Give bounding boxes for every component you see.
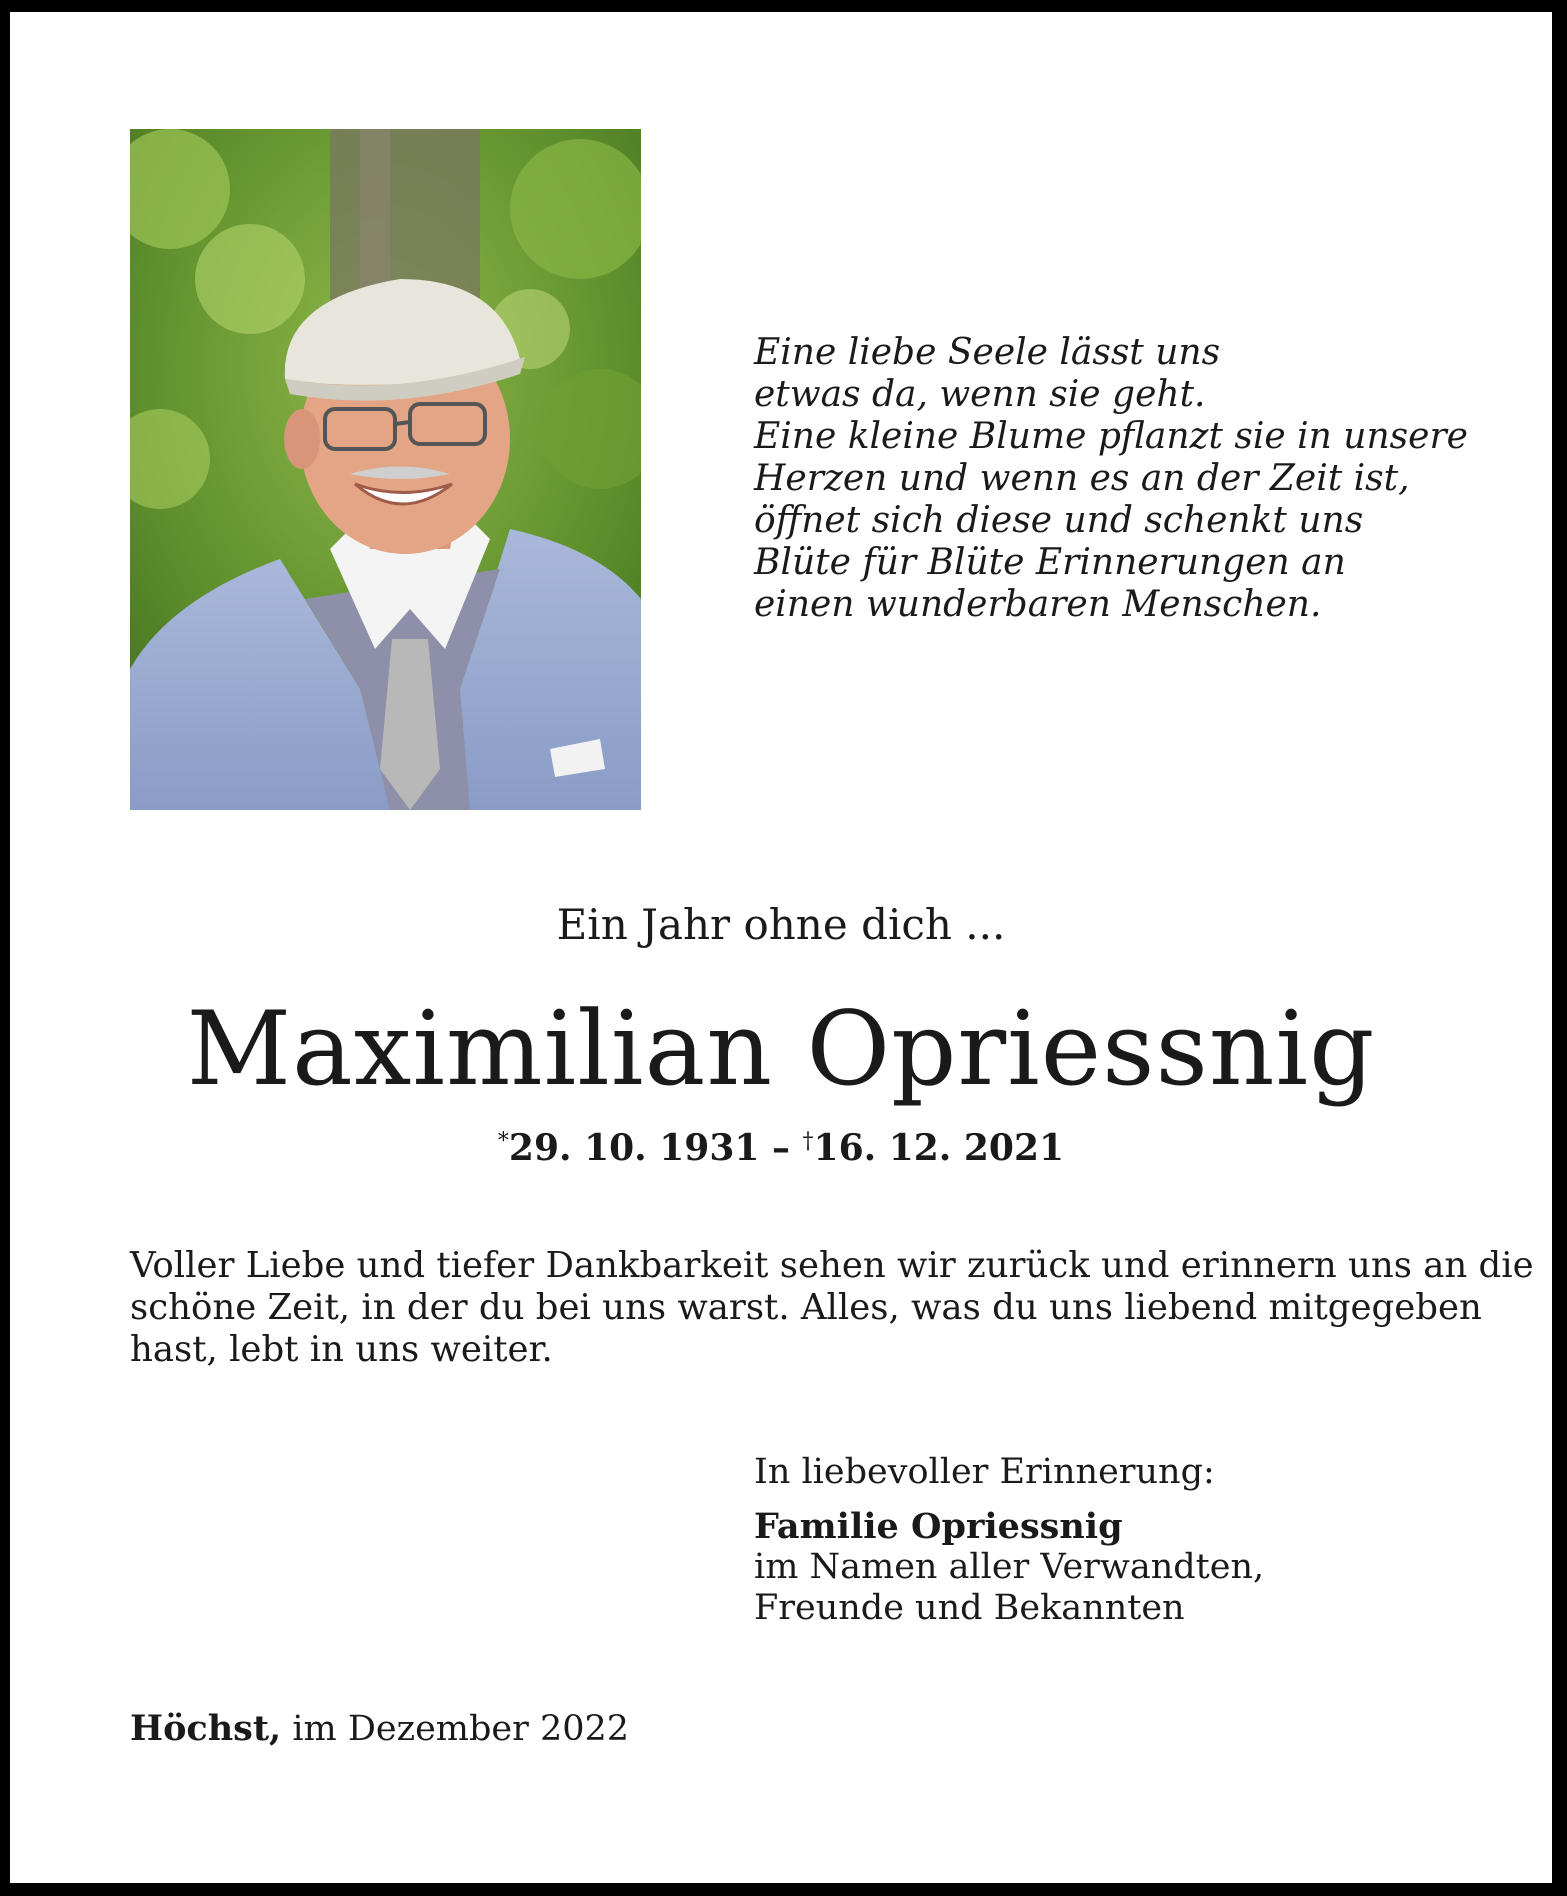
poem-line: Eine liebe Seele lässt uns: [754, 332, 1221, 373]
poem-line: Herzen und wenn es an der Zeit ist,: [754, 458, 1410, 499]
family-name: Familie Opriessnig: [754, 1506, 1123, 1547]
signoff-label: In liebevoller Erinnerung:: [754, 1452, 1215, 1492]
birth-date: 29. 10. 1931: [508, 1127, 760, 1169]
place-town: Höchst,: [130, 1708, 282, 1749]
deceased-name: Maximilian Opriessnig: [186, 990, 1376, 1109]
birth-symbol: *: [497, 1129, 509, 1154]
message-line: hast, lebt in uns weiter.: [130, 1329, 553, 1370]
poem-line: etwas da, wenn sie geht.: [754, 374, 1206, 415]
life-dates: [10, 1120, 1552, 1170]
portrait-photo: [130, 129, 641, 810]
signoff-block: [754, 1452, 1264, 1629]
place-date: [130, 1708, 629, 1750]
memorial-poem: [754, 332, 1468, 626]
message-line: Voller Liebe und tiefer Dankbarkeit sehen wir zurück und erinnern uns an die: [130, 1245, 1534, 1286]
poem-line: Eine kleine Blume pflanzt sie in unsere: [754, 416, 1468, 457]
portrait-illustration: [130, 129, 641, 810]
date-separator: –: [759, 1127, 803, 1169]
death-date: 16. 12. 2021: [813, 1127, 1065, 1169]
death-symbol: †: [802, 1129, 814, 1154]
poem-line: einen wunderbaren Menschen.: [754, 584, 1322, 625]
poem-line: öffnet sich diese und schenkt uns: [754, 500, 1364, 541]
signoff-line: Freunde und Bekannten: [754, 1588, 1185, 1628]
poem-line: Blüte für Blüte Erinnerungen an: [754, 542, 1346, 583]
place-date-text: im Dezember 2022: [281, 1709, 630, 1749]
signoff-line: im Namen aller Verwandten,: [754, 1547, 1265, 1587]
obituary-notice: [10, 12, 1552, 1883]
memorial-message: [130, 1245, 1534, 1371]
message-line: schöne Zeit, in der du bei uns warst. Alles, was du uns liebend mitgegeben: [130, 1287, 1482, 1328]
intro-line: Ein Jahr ohne dich ...: [556, 900, 1006, 949]
